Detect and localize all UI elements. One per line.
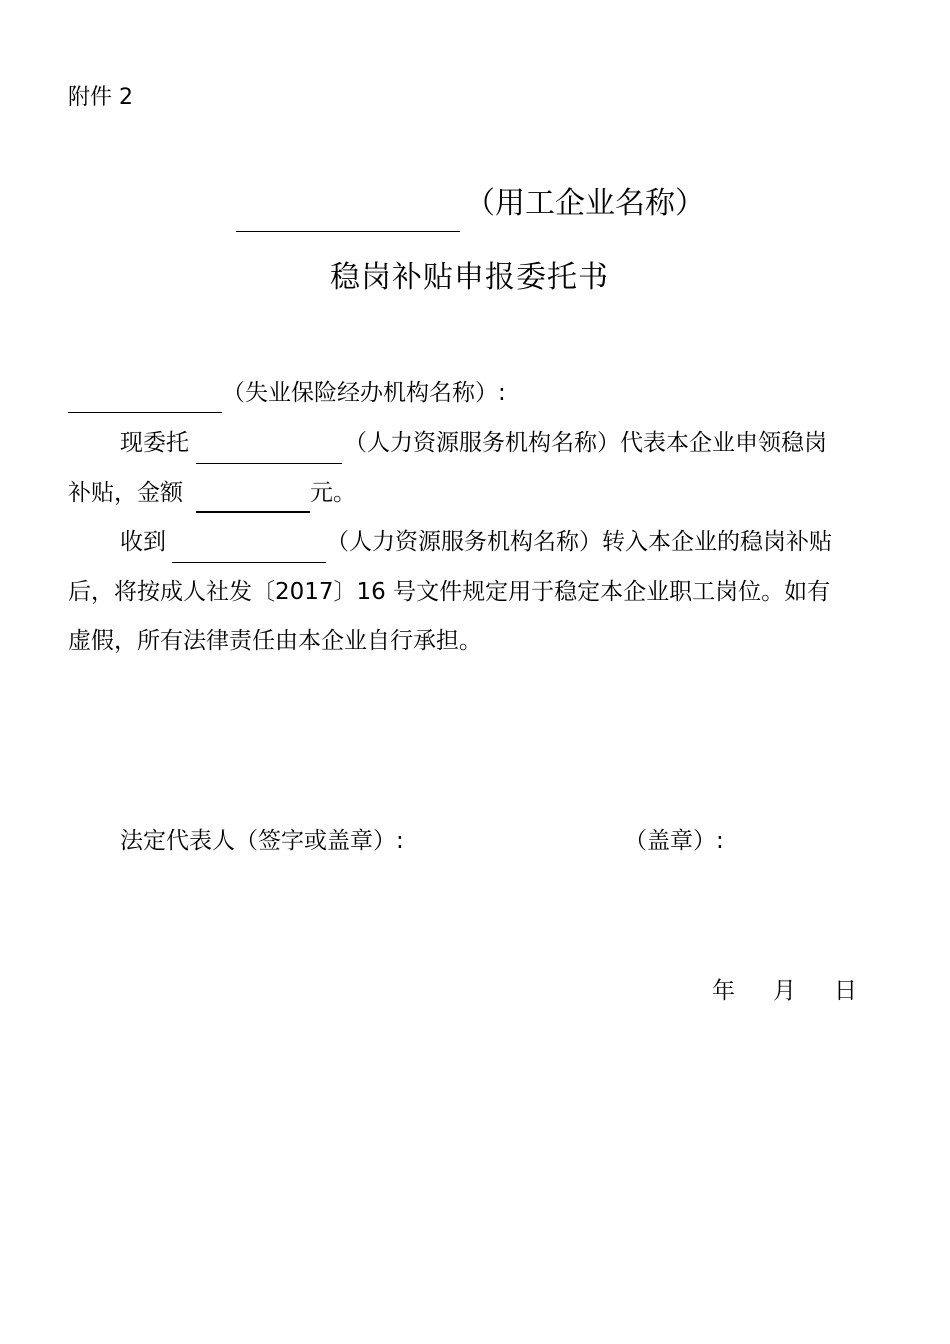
agency-name-blank-line bbox=[68, 412, 222, 413]
addressee-label: （失业保险经办机构名称）: bbox=[222, 380, 506, 406]
amount-prefix: 补贴，金额 bbox=[68, 480, 183, 506]
date-row bbox=[712, 972, 857, 1005]
commitment-line-2: 后，将按成人社发〔2017〕16 号文件规定用于稳定本企业职工岗位。如有 bbox=[68, 579, 831, 605]
received-agency-blank-line bbox=[172, 562, 326, 563]
company-name-placeholder: （用工企业名称） bbox=[465, 186, 705, 221]
entrust-prefix: 现委托 bbox=[120, 430, 189, 456]
service-agency-blank-line bbox=[196, 463, 342, 464]
document-title: 稳岗补贴申报委托书 bbox=[330, 260, 609, 295]
company-name-blank-line bbox=[236, 231, 460, 232]
day-label: 日 bbox=[834, 978, 857, 1004]
received-prefix: 收到 bbox=[120, 529, 166, 555]
commitment-line-3: 虚假，所有法律责任由本企业自行承担。 bbox=[68, 628, 482, 654]
entrust-suffix: （人力资源服务机构名称）代表本企业申领稳岗 bbox=[344, 430, 827, 456]
attachment-label: 附件 2 bbox=[68, 85, 133, 110]
legal-representative-label: 法定代表人（签字或盖章）: bbox=[120, 828, 404, 854]
amount-blank-line bbox=[196, 511, 310, 513]
seal-label: （盖章）: bbox=[624, 828, 724, 854]
year-label: 年 bbox=[712, 978, 735, 1004]
amount-unit: 元。 bbox=[310, 480, 356, 506]
month-label: 月 bbox=[773, 978, 796, 1004]
received-suffix: （人力资源服务机构名称）转入本企业的稳岗补贴 bbox=[326, 529, 832, 555]
